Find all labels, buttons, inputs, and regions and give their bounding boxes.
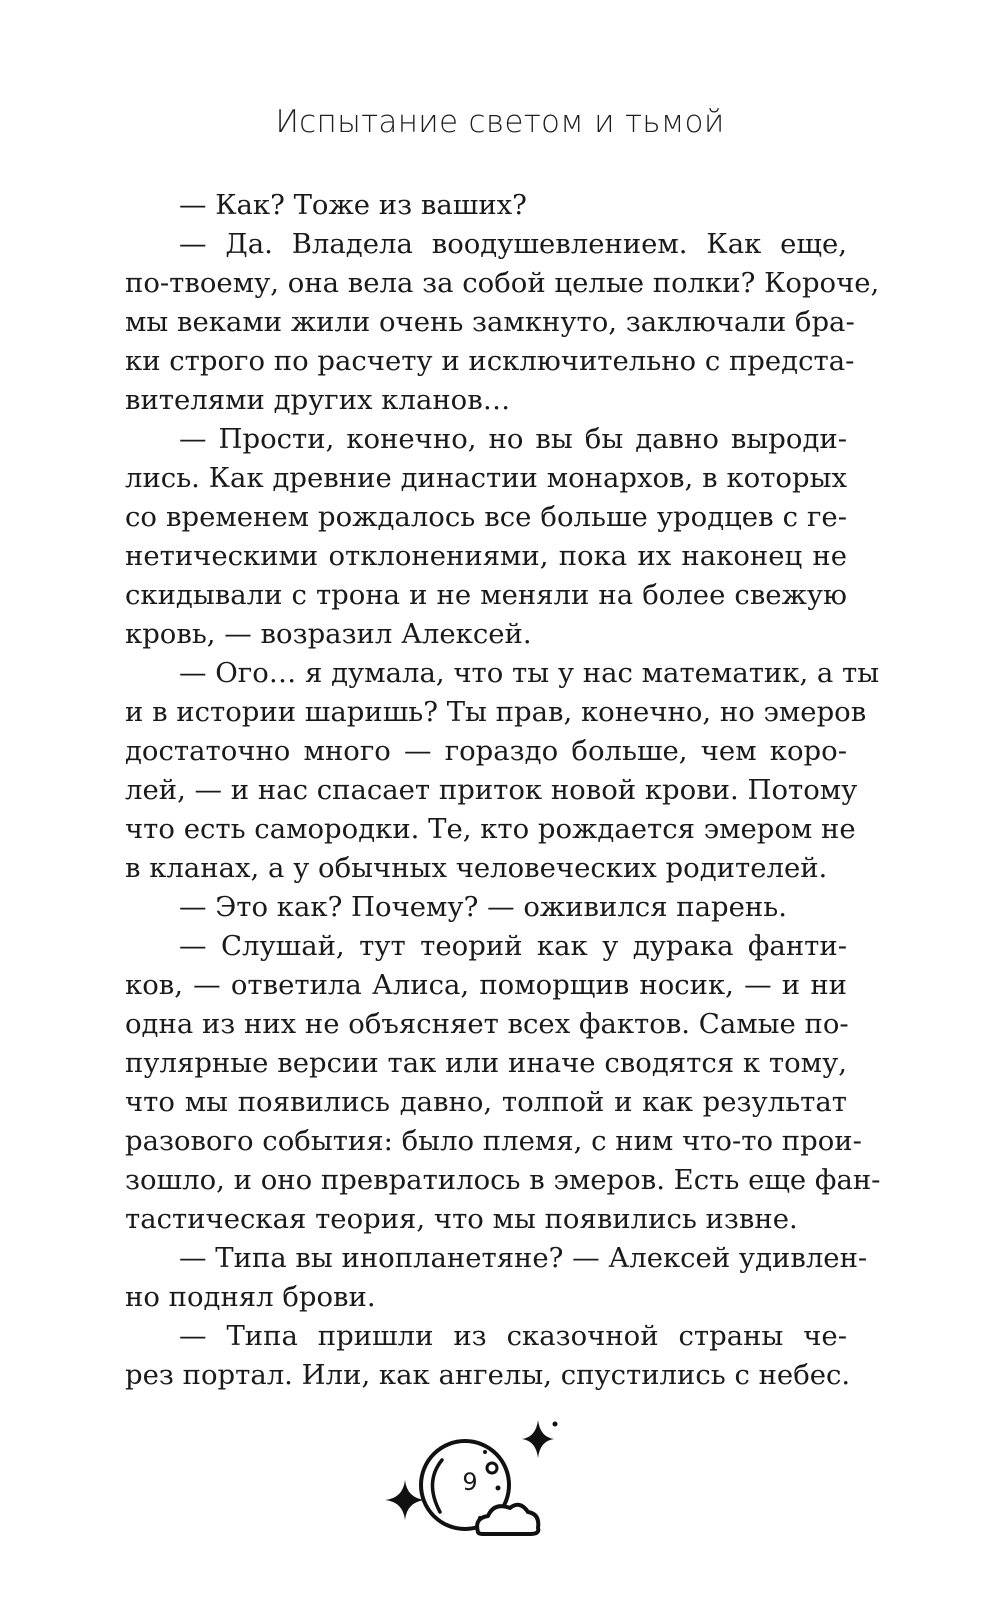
text-line: — Ого… я думала, что ты у нас математик, а ты: [179, 657, 880, 689]
text-line: — Слушай, тут теорий как у дурака фанти-: [179, 930, 847, 962]
text-line: лись. Как древние династии монархов, в которых: [125, 462, 847, 494]
body-text: [125, 186, 881, 1395]
text-line: со временем рождалось все больше уродцев с ге-: [125, 501, 847, 533]
text-line: и в истории шаришь? Ты прав, конечно, но эмеров: [125, 696, 867, 728]
text-line: кровь, — возразил Алексей.: [125, 618, 532, 650]
text-line: по-твоему, она вела за собой целые полки? Короче,: [125, 267, 880, 299]
text-line: в кланах, а у обычных человеческих родителей.: [125, 852, 828, 884]
text-line: достаточно много — гораздо больше, чем коро-: [125, 735, 847, 767]
page-number: 9: [462, 1468, 478, 1496]
text-line: — Типа пришли из сказочной страны че-: [179, 1320, 847, 1352]
sparkle-star-icon: [385, 1480, 425, 1520]
sparkle-star-icon: [522, 1420, 554, 1458]
text-line: — Типа вы инопланетяне? — Алексей удивлен-: [179, 1242, 868, 1274]
text-line: разового события: было племя, с ним что-то прои-: [125, 1125, 862, 1157]
text-line: что мы появились давно, толпой и как результат: [125, 1086, 847, 1118]
text-line: лей, — и нас спасает приток новой крови. Потому: [125, 774, 858, 806]
text-line: что есть самородки. Те, кто рождается эмером не: [125, 813, 856, 845]
text-line: вителями других кланов…: [125, 384, 511, 416]
text-line: ков, — ответила Алиса, поморщив носик, — и ни: [125, 969, 847, 1001]
text-line: мы веками жили очень замкнуто, заключали бра-: [125, 306, 855, 338]
text-line: рез портал. Или, как ангелы, спустились с небес.: [125, 1359, 851, 1391]
running-head: Испытание светом и тьмой: [275, 104, 725, 140]
text-line: но поднял брови.: [125, 1281, 376, 1313]
text-line: — Прости, конечно, но вы бы давно выроди-: [179, 423, 847, 455]
text-line: одна из них не объясняет всех фактов. Самые по-: [125, 1008, 849, 1040]
text-line: — Как? Тоже из ваших?: [179, 189, 527, 221]
text-line: зошло, и оно превратилось в эмеров. Есть еще фан-: [125, 1164, 881, 1196]
text-line: — Да. Владела воодушевлением. Как еще,: [179, 228, 847, 260]
text-line: пулярные версии так или иначе сводятся к тому,: [125, 1047, 847, 1079]
text-line: ки строго по расчету и исключительно с предста-: [125, 345, 855, 377]
text-line: тастическая теория, что мы появились извне.: [125, 1203, 798, 1235]
text-line: — Это как? Почему? — оживился парень.: [179, 891, 787, 923]
dot-icon: [553, 1422, 558, 1427]
text-line: скидывали с трона и не меняли на более свежую: [125, 579, 847, 611]
text-line: нетическими отклонениями, пока их наконец не: [125, 540, 847, 572]
